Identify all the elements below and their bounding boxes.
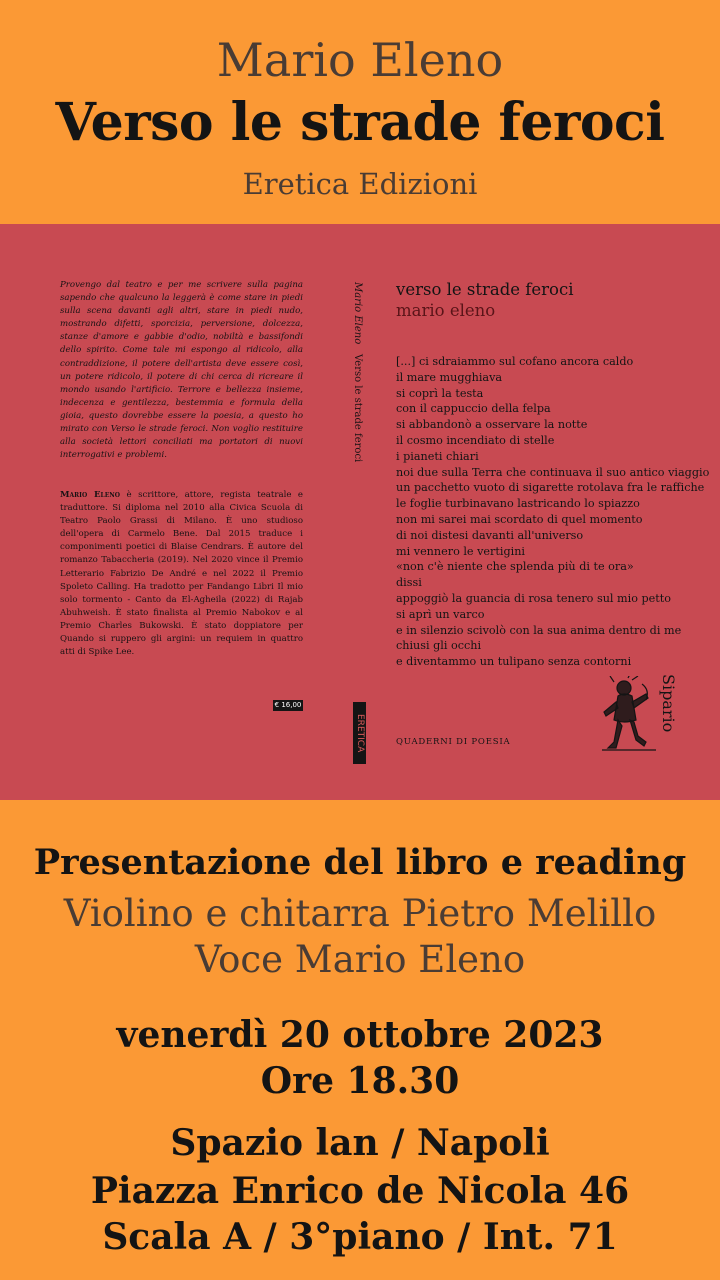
poem-line: le foglie turbinavano lastricando lo spiazzo — [396, 497, 640, 511]
poem-line: si coprì la testa — [396, 386, 484, 400]
header — [0, 0, 720, 224]
poem-line: i pianeti chiari — [396, 449, 479, 463]
poem-line: «non c'è niente che splenda più di te ora» — [396, 560, 634, 574]
woodcut-figure-icon — [602, 676, 656, 752]
poem-line: [...] ci sdraiammo sul cofano ancora caldo — [396, 355, 634, 368]
spine-title: Verso le strade feroci — [352, 354, 363, 463]
front-cover-author: mario eleno — [396, 301, 496, 320]
event-voice-credit: Voce Mario Eleno — [194, 938, 526, 981]
event-date: venerdì 20 ottobre 2023 — [116, 1014, 604, 1056]
back-cover-bio — [60, 489, 303, 659]
bio-name: Mario Eleno — [60, 490, 121, 500]
front-cover-poem — [396, 354, 710, 670]
book-cover-image — [0, 224, 720, 800]
author-name: Mario Eleno — [216, 33, 504, 87]
poem-line: si aprì un varco — [396, 607, 485, 621]
event-venue: Spazio lan / Napoli — [170, 1122, 550, 1164]
poem-line: si abbandonò a osservare la notte — [396, 418, 588, 432]
poem-line: mi vennero le vertigini — [396, 544, 525, 558]
event-address-details: Scala A / 3°piano / Int. 71 — [102, 1216, 618, 1258]
poem-line: dissi — [396, 576, 422, 590]
poem-line: di noi distesi davanti all'universo — [396, 528, 584, 542]
event-info — [0, 800, 720, 1280]
publisher-name: Eretica Edizioni — [242, 167, 478, 201]
poem-line: e diventammo un tulipano senza contorni — [396, 655, 632, 669]
event-music-credit: Violino e chitarra Pietro Melillo — [63, 892, 657, 935]
poem-line: noi due sulla Terra che continuava il suo antico viaggio — [396, 465, 710, 479]
poem-line: il cosmo incendiato di stelle — [396, 433, 555, 447]
event-address: Piazza Enrico de Nicola 46 — [90, 1170, 630, 1212]
price-tag: € 16,00 — [274, 701, 302, 709]
poem-line: appoggiò la guancia di rosa tenero sul mio petto — [396, 591, 672, 605]
back-cover-blurb: Provengo dal teatro e per me scrivere sulla pagina sapendo che qualcuno la leggerà è come stare in piedi sulla scena davanti agli altri, stare in piedi nudo, mostrando difetti, sporcizia, perversione, dolcezza, stanze d'amore e gabbie d'odio, nobiltà e bassifondi dello spirito. Come tale mi espongo al ridicolo, alla contraddizione, il potere dell'artista deve essere così, un potere ridicolo, il potere di chi cerca di ricreare il mondo usando l'artificio. Terrore e bellezza insieme, indecenza e gentilezza, bestemmia e formula della gioia, questo dovrebbe essere la poesia, a questo ho mirato con Verso le strade feroci. Non voglio restituire alla società lettori conciliati ma portatori di nuovi interrogativi e problemi. — [60, 280, 303, 461]
bio-text: è scrittore, attore, regista teatrale e traduttore. Si diploma nel 2010 alla Civica Scuola di Teatro Paolo Grassi di Milano. È uno studioso dell'opera di Carmelo Bene. Dal 2015 traduce i componimenti poetici di Blaise Cendrars. È autore del romanzo Tabaccheria (2019). Nel 2020 vince il Premio Letterario Fabrizio De André e nel 2022 il Premio Spoleto Calling. Ha tradotto per Fandango Libri Il mio solo tormento - Canto da El-Agheila (2022) di Rajab Abuhweish. È stato finalista al Premio Nabokov e al Premio Charles Bukowski. È stato doppiatore per Quando si ruppero gli argini: un requiem in quattro atti di Spike Lee. — [60, 490, 304, 658]
event-title: Presentazione del libro e reading — [33, 842, 687, 883]
front-cover-title: verso le strade feroci — [396, 280, 574, 299]
poem-line: con il cappuccio della felpa — [396, 402, 551, 416]
poem-line: il mare mugghiava — [396, 370, 503, 384]
imprint-logo: Sipario — [659, 674, 678, 733]
poem-line: e in silenzio scivolò con la sua anima dentro di me — [396, 623, 682, 637]
series-label: QUADERNI DI POESIA — [396, 737, 511, 747]
poem-line: un pacchetto vuoto di sigarette rotolava fra le raffiche — [396, 481, 705, 495]
spine-author: Mario Eleno — [352, 282, 363, 345]
poem-line: chiusi gli occhi — [396, 639, 482, 653]
poem-line: non mi sarei mai scordato di quel momento — [396, 512, 643, 526]
spine-publisher-logo: ERETICA — [353, 702, 366, 764]
book-title: Verso le strade feroci — [55, 92, 665, 153]
event-time: Ore 18.30 — [260, 1060, 460, 1102]
